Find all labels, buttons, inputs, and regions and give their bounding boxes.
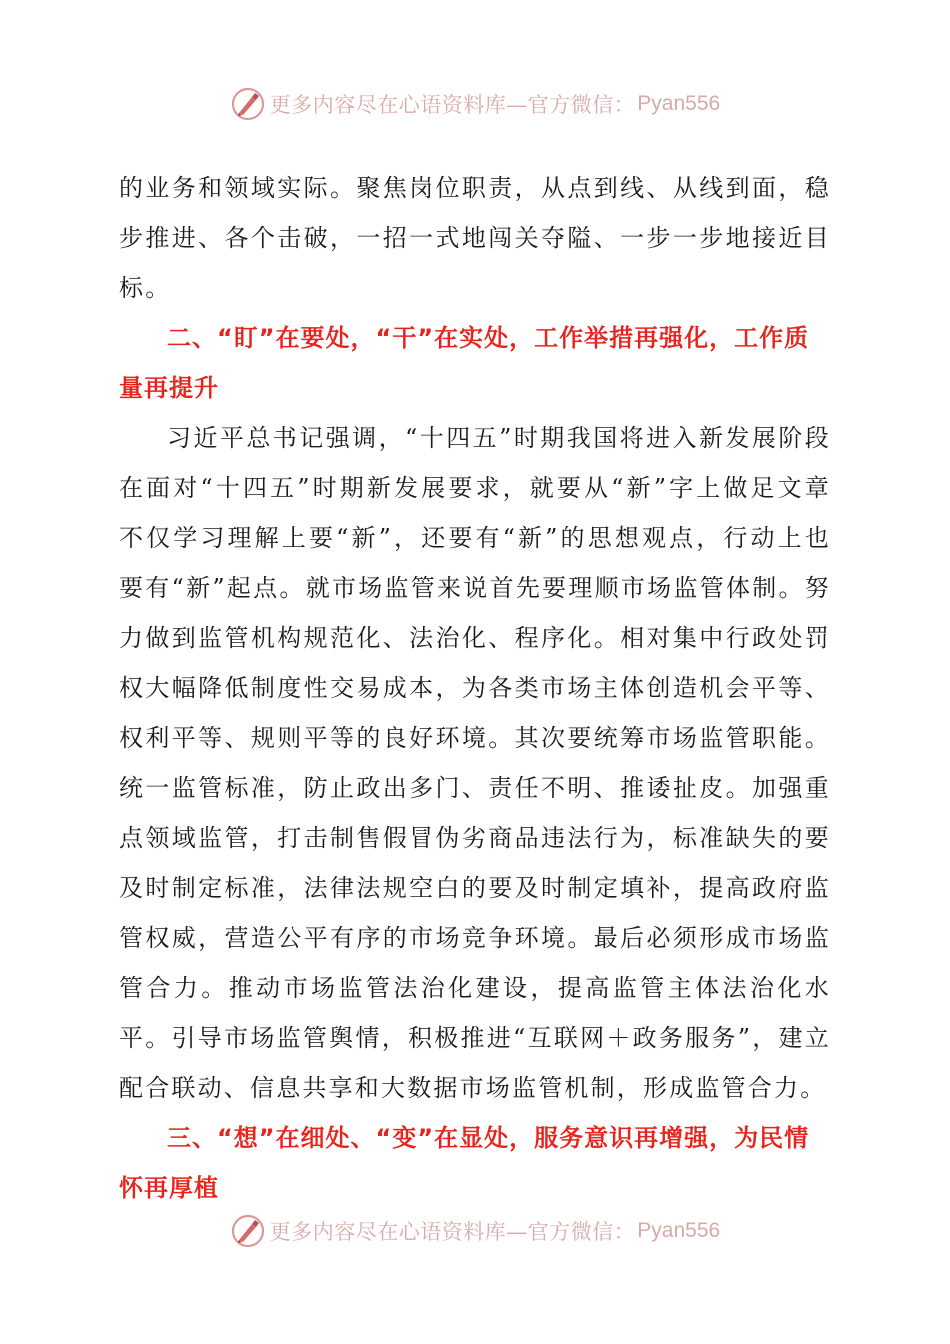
- watermark-text: 更多内容尽在心语资料库—官方微信：: [269, 1220, 636, 1244]
- section-heading-2: 二、“盯”在要处，“干”在实处，工作举措再强化，工作质量再提升: [119, 324, 810, 402]
- watermark-wechat-id: Pyan556: [637, 92, 721, 115]
- pen-nib-logo-icon: [230, 1213, 266, 1249]
- pen-nib-logo-icon: [230, 86, 266, 122]
- document-body: [119, 163, 831, 1213]
- watermark-text: 更多内容尽在心语资料库—官方微信：: [269, 93, 636, 117]
- watermark-banner-top: [0, 84, 950, 124]
- watermark-banner-bottom: [0, 1211, 950, 1251]
- section-heading-3: 三、“想”在细处、“变”在显处，服务意识再增强，为民情怀再厚植: [119, 1124, 810, 1202]
- paragraph-continuation: 的业务和领域实际。聚焦岗位职责，从点到线、从线到面，稳步推进、各个击破，一招一式地闯关夺隘、一步一步地接近目标。: [119, 174, 831, 302]
- paragraph-section-2: 习近平总书记强调，“十四五”时期我国将进入新发展阶段在面对“十四五”时期新发展要求，就要从“新”字上做足文章不仅学习理解上要“新”，还要有“新”的思想观点，行动上也要有“新”起点。就市场监管来说首先要理顺市场监管体制。努力做到监管机构规范化、法治化、程序化。相对集中行政处罚权大幅降低制度性交易成本，为各类市场主体创造机会平等、权利平等、规则平等的良好环境。其次要统筹市场监管职能。统一监管标准，防止政出多门、责任不明、推诿扯皮。加强重点领域监管，打击制售假冒伪劣商品违法行为，标准缺失的要及时制定标准，法律法规空白的要及时制定填补，提高政府监管权威，营造公平有序的市场竞争环境。最后必须形成市场监管合力。推动市场监管法治化建设，提高监管主体法治化水平。引导市场监管舆情，积极推进“互联网＋政务服务”，建立配合联动、信息共享和大数据市场监管机制，形成监管合力。: [119, 424, 831, 1102]
- watermark-wechat-id: Pyan556: [637, 1219, 721, 1242]
